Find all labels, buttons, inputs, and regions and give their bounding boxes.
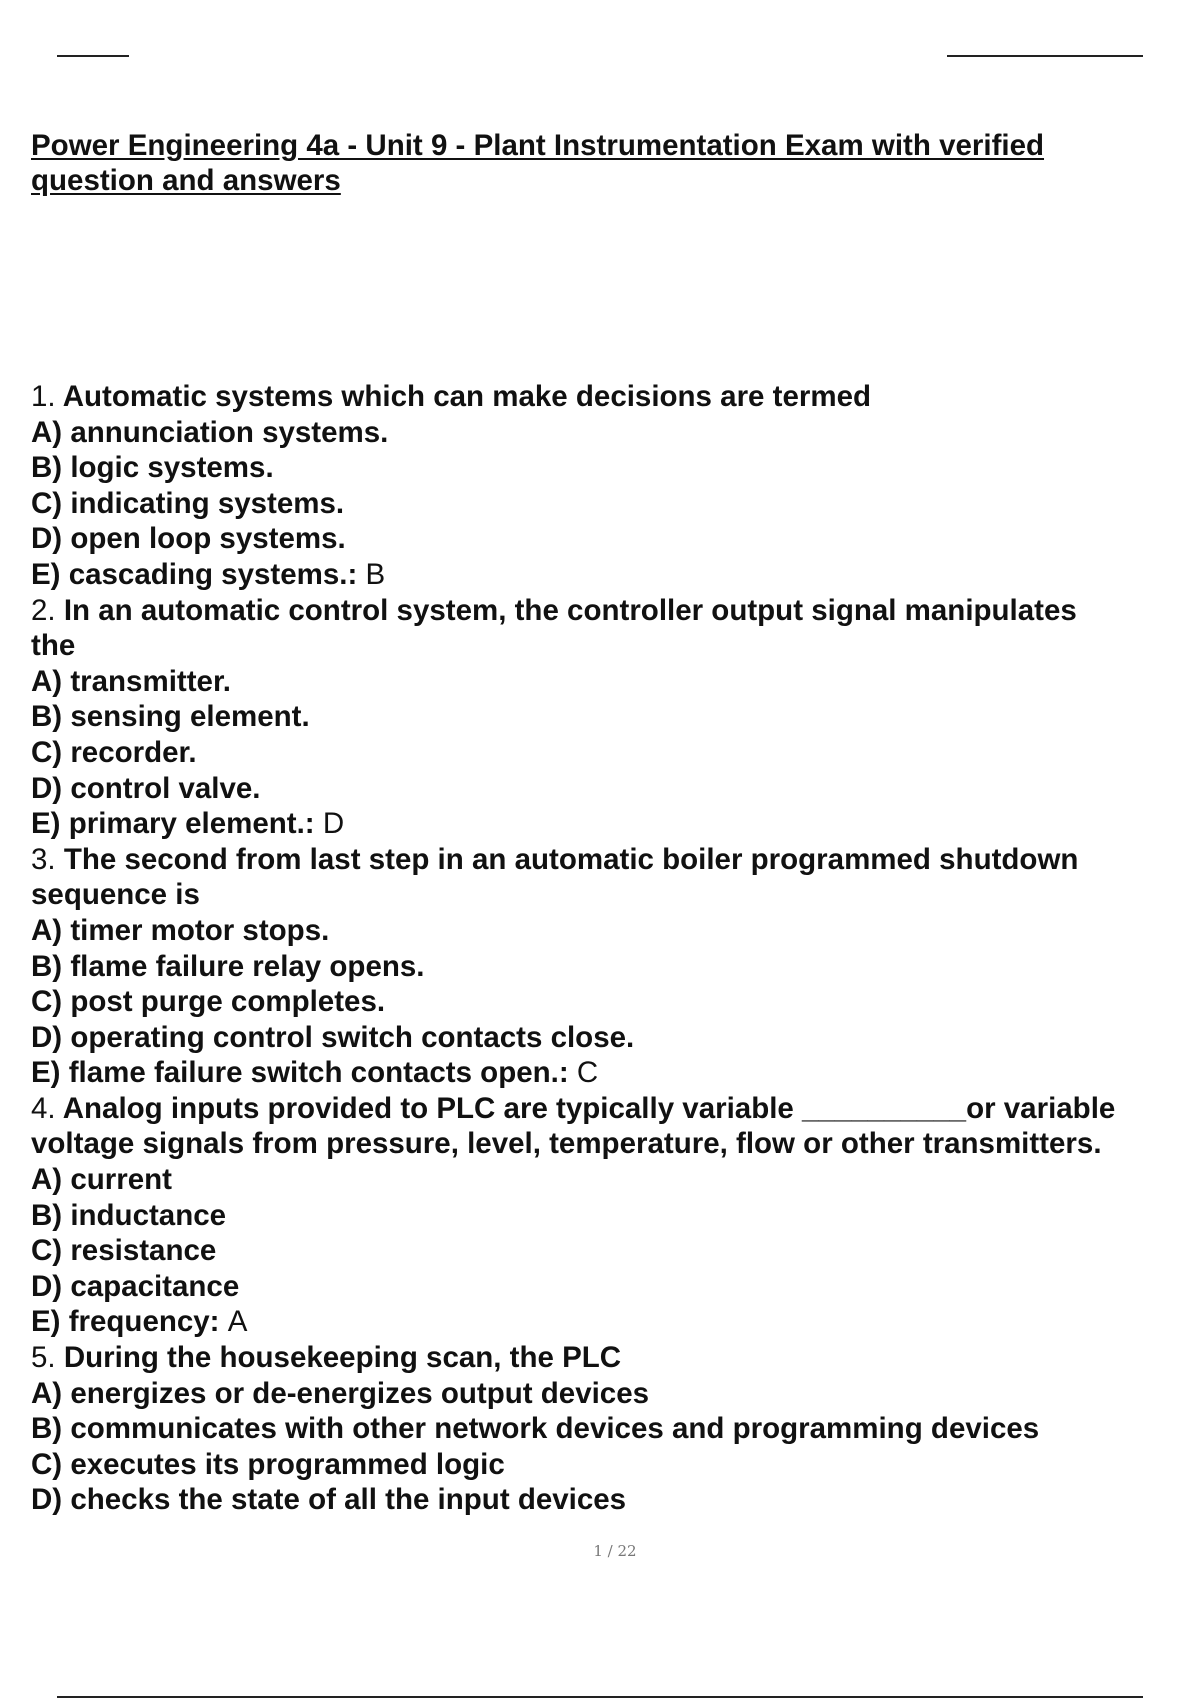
question-number: 5. [31,1341,56,1375]
question-stem [31,379,1171,415]
option-text: B) communicates with other network devices and programming devices [31,1412,1040,1446]
answer-option [31,1376,1171,1412]
question-stem [31,1340,1171,1376]
question-4 [31,1091,1171,1340]
option-text: A) timer motor stops. [31,913,330,947]
option-text: A) current [31,1163,172,1197]
option-text: B) flame failure relay opens. [31,949,425,983]
document-title: Power Engineering 4a - Unit 9 - Plant Instrumentation Exam with verified question and answers [31,129,1045,197]
option-text: E) flame failure switch contacts open.: [31,1056,569,1090]
answer-option [31,913,1171,949]
question-stem [31,593,1171,629]
option-text: D) control valve. [31,771,261,805]
answer-option [31,664,1171,700]
option-text: B) inductance [31,1198,227,1232]
question-text-continued: voltage signals from pressure, level, temperature, flow or other transmitters. [31,1127,1102,1161]
answer-option [31,1162,1171,1198]
answer-option [31,486,1171,522]
page-number: 1 / 22 [593,1542,637,1560]
correct-answer: C [576,1056,599,1090]
header-rule-left [57,55,129,57]
question-1 [31,379,1171,593]
question-list [31,379,1171,1518]
option-text: D) checks the state of all the input devices [31,1483,627,1517]
option-text: E) cascading systems.: [31,557,358,591]
answer-option [31,735,1171,771]
question-text: Automatic systems which can make decisions are termed [62,380,872,413]
answer-option [31,1233,1171,1269]
question-number: 3. [31,842,56,876]
option-text: D) open loop systems. [31,522,346,556]
question-text: During the housekeeping scan, the PLC [63,1341,622,1375]
answer-option [31,1411,1171,1447]
option-text: A) transmitter. [31,664,231,698]
option-text: E) primary element.: [31,807,315,841]
option-text: C) recorder. [31,735,197,769]
answer-option [31,806,1171,842]
option-text: C) indicating systems. [31,486,345,520]
answer-option [31,949,1171,985]
question-number: 4. [31,1091,56,1125]
question-3 [31,842,1171,1091]
answer-option [31,1482,1171,1518]
correct-answer: B [365,557,386,591]
question-stem [31,1091,1171,1127]
question-text: The second from last step in an automatic boiler programmed shutdown [63,842,1079,876]
answer-option [31,1447,1171,1483]
answer-option [31,521,1171,557]
question-text-continued: the [31,629,76,663]
question-text: Analog inputs provided to PLC are typically variable __________or variable [62,1091,1116,1125]
answer-option [31,450,1171,486]
question-5 [31,1340,1171,1518]
answer-option [31,1304,1171,1340]
answer-option [31,415,1171,451]
option-text: C) post purge completes. [31,985,386,1019]
option-text: D) operating control switch contacts close. [31,1020,635,1054]
answer-option [31,1198,1171,1234]
option-text: E) frequency: [31,1305,220,1339]
option-text: D) capacitance [31,1269,240,1303]
answer-option [31,1020,1171,1056]
option-text: A) energizes or de-energizes output devices [31,1376,650,1410]
question-number: 2. [31,593,56,627]
option-text: B) sensing element. [31,700,310,734]
question-2 [31,593,1171,842]
header-rule-right [947,55,1143,57]
question-text: In an automatic control system, the controller output signal manipulates [63,593,1077,627]
question-text-continued: sequence is [31,878,200,912]
correct-answer: A [227,1305,248,1339]
option-text: C) resistance [31,1234,217,1268]
correct-answer: D [322,807,345,841]
answer-option [31,699,1171,735]
question-number: 1. [31,380,56,413]
answer-option [31,771,1171,807]
question-stem [31,842,1171,878]
option-text: C) executes its programmed logic [31,1447,505,1481]
option-text: B) logic systems. [31,451,274,485]
answer-option [31,1055,1171,1091]
footer-rule [57,1696,1143,1698]
answer-option [31,1269,1171,1305]
answer-option [31,984,1171,1020]
option-text: A) annunciation systems. [31,415,389,449]
answer-option [31,557,1171,593]
